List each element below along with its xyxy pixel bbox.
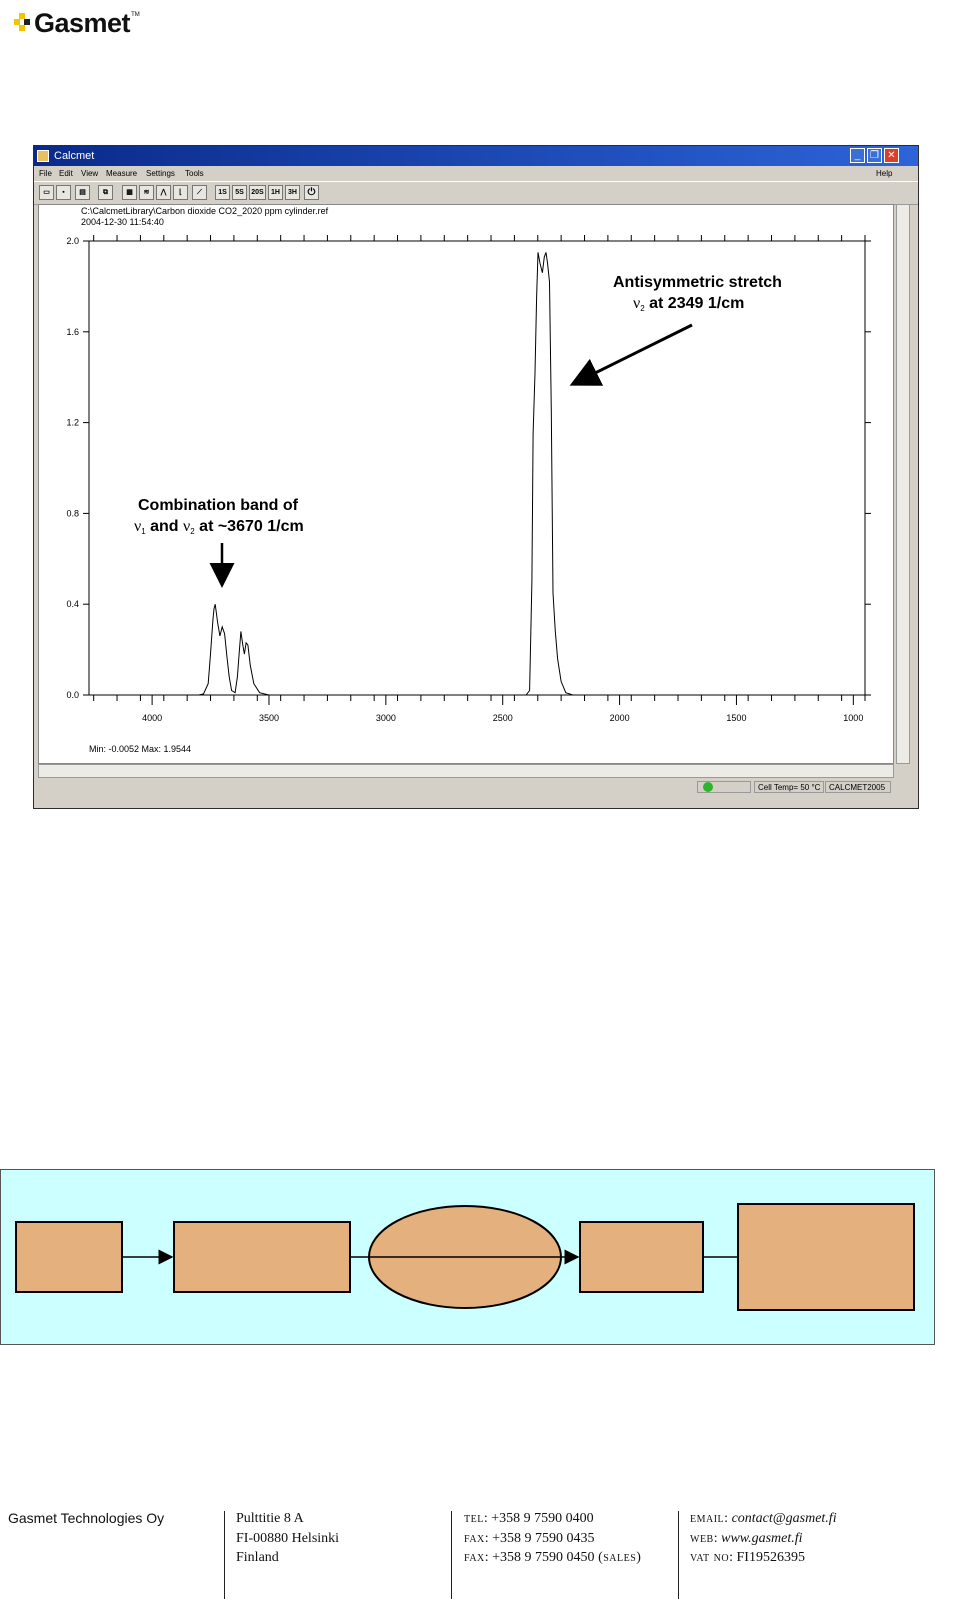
spectrum-series-line bbox=[89, 252, 865, 695]
vertical-scrollbar[interactable] bbox=[896, 204, 910, 764]
restore-icon[interactable]: ❐ bbox=[867, 148, 882, 163]
menu-view[interactable]: View bbox=[81, 169, 99, 178]
interval-20s-button[interactable]: 20S bbox=[249, 185, 266, 200]
x-tick-label: 3500 bbox=[258, 713, 279, 723]
flow-box-3 bbox=[580, 1222, 703, 1292]
contact-line: vat no: FI19526395 bbox=[690, 1550, 805, 1565]
calcmet-window bbox=[33, 145, 919, 809]
toolbar bbox=[34, 181, 918, 205]
min-max-readout: Min: -0.0052 Max: 1.9544 bbox=[89, 744, 192, 754]
company-name: Gasmet Technologies Oy bbox=[8, 1510, 165, 1526]
interval-3h-button[interactable]: 3H bbox=[285, 185, 300, 200]
spectrum-plot-area bbox=[38, 204, 894, 764]
close-icon[interactable]: ✕ bbox=[884, 148, 899, 163]
address-line: FI-00880 Helsinki bbox=[236, 1530, 340, 1546]
y-tick-label: 0.8 bbox=[66, 508, 79, 519]
menu-tools[interactable]: Tools bbox=[185, 169, 204, 178]
brand-trademark: TM bbox=[131, 12, 140, 18]
y-tick-label: 0.0 bbox=[66, 690, 79, 700]
minimize-icon[interactable]: _ bbox=[850, 148, 865, 163]
y-tick-label: 2.0 bbox=[66, 236, 79, 246]
open-icon[interactable]: ▭ bbox=[39, 185, 54, 200]
gasmet-logo bbox=[14, 8, 140, 38]
footer-divider bbox=[451, 1511, 452, 1599]
x-tick-label: 3000 bbox=[375, 713, 396, 723]
status-led-icon bbox=[703, 782, 713, 792]
y-tick-label: 1.6 bbox=[66, 326, 79, 337]
flow-diagram bbox=[0, 1169, 935, 1345]
app-icon bbox=[37, 150, 49, 162]
annotation-antisymmetric-sub: ν2 at 2349 1/cm bbox=[633, 295, 745, 313]
flow-box-1 bbox=[16, 1222, 122, 1292]
save-icon[interactable]: ▪ bbox=[56, 185, 71, 200]
window-title: Calcmet bbox=[54, 150, 95, 162]
web-link[interactable]: www.gasmet.fi bbox=[721, 1530, 803, 1546]
copy-icon[interactable]: ⧉ bbox=[98, 185, 113, 200]
interval-1s-button[interactable]: 1S bbox=[215, 185, 230, 200]
contact-line: email: contact@gasmet.fi bbox=[690, 1511, 837, 1526]
bars-icon[interactable]: ⋀ bbox=[156, 185, 171, 200]
y-tick-label: 1.2 bbox=[66, 417, 79, 428]
address-line: Finland bbox=[236, 1550, 279, 1565]
cell-temp: Cell Temp= 50 °C bbox=[754, 781, 824, 793]
phone-block bbox=[464, 1509, 641, 1568]
x-tick-label: 2500 bbox=[492, 713, 513, 723]
spectrum-chart bbox=[39, 205, 893, 763]
contact-block bbox=[690, 1509, 837, 1568]
interval-5s-button[interactable]: 5S bbox=[232, 185, 247, 200]
baseline-icon[interactable]: ⌊ bbox=[173, 185, 188, 200]
annotation-antisymmetric-title: Antisymmetric stretch bbox=[613, 274, 782, 291]
annotation-combination-title: Combination band of bbox=[138, 497, 298, 514]
footer-divider bbox=[678, 1511, 679, 1599]
annotation-combination-sub: ν1 and ν2 at ~3670 1/cm bbox=[134, 518, 304, 536]
phone-line: tel: +358 9 7590 0400 bbox=[464, 1511, 594, 1526]
x-tick-label: 1500 bbox=[726, 713, 747, 723]
print-icon[interactable]: ▤ bbox=[75, 185, 90, 200]
interval-1h-button[interactable]: 1H bbox=[268, 185, 283, 200]
file-date: 2004-12-30 11:54:40 bbox=[81, 217, 164, 227]
phone-line: fax: +358 9 7590 0435 bbox=[464, 1530, 595, 1546]
plot-frame bbox=[89, 241, 865, 695]
y-tick-label: 0.4 bbox=[66, 599, 79, 610]
contact-line: web: www.gasmet.fi bbox=[690, 1530, 803, 1546]
annotation-arrow-antisymmetric bbox=[575, 325, 692, 383]
x-tick-label: 4000 bbox=[142, 713, 163, 723]
menu-edit[interactable]: Edit bbox=[59, 169, 73, 178]
flow-box-2 bbox=[174, 1222, 350, 1292]
line-icon[interactable]: ⟋ bbox=[192, 185, 207, 200]
spectra-icon[interactable]: ≋ bbox=[139, 185, 154, 200]
power-icon[interactable]: ⏻ bbox=[304, 185, 319, 200]
menubar bbox=[34, 166, 918, 181]
phone-line: fax: +358 9 7590 0450 (sales) bbox=[464, 1550, 642, 1565]
footer-divider bbox=[224, 1511, 225, 1599]
brand-name: Gasmet bbox=[34, 7, 131, 38]
menu-help[interactable]: Help bbox=[876, 169, 893, 178]
library-icon[interactable]: ▦ bbox=[122, 185, 137, 200]
horizontal-scrollbar[interactable] bbox=[38, 764, 894, 778]
window-titlebar[interactable] bbox=[34, 146, 918, 166]
x-tick-label: 2000 bbox=[609, 713, 630, 723]
letterhead-footer bbox=[0, 1505, 955, 1601]
statusbar bbox=[34, 778, 918, 794]
version-label: CALCMET2005 bbox=[825, 781, 891, 793]
email-link[interactable]: contact@gasmet.fi bbox=[731, 1511, 837, 1526]
menu-measure[interactable]: Measure bbox=[106, 169, 138, 178]
address-line: Pulttitie 8 A bbox=[236, 1511, 304, 1526]
gasmet-logo-mark-icon bbox=[14, 13, 32, 33]
file-path: C:\CalcmetLibrary\Carbon dioxide CO2_2020 ppm cylinder.ref bbox=[81, 206, 329, 216]
address-block bbox=[236, 1509, 339, 1568]
menu-settings[interactable]: Settings bbox=[146, 169, 175, 178]
x-tick-label: 1000 bbox=[843, 713, 864, 723]
menu-file[interactable]: File bbox=[39, 169, 52, 178]
flow-box-4 bbox=[738, 1204, 914, 1310]
